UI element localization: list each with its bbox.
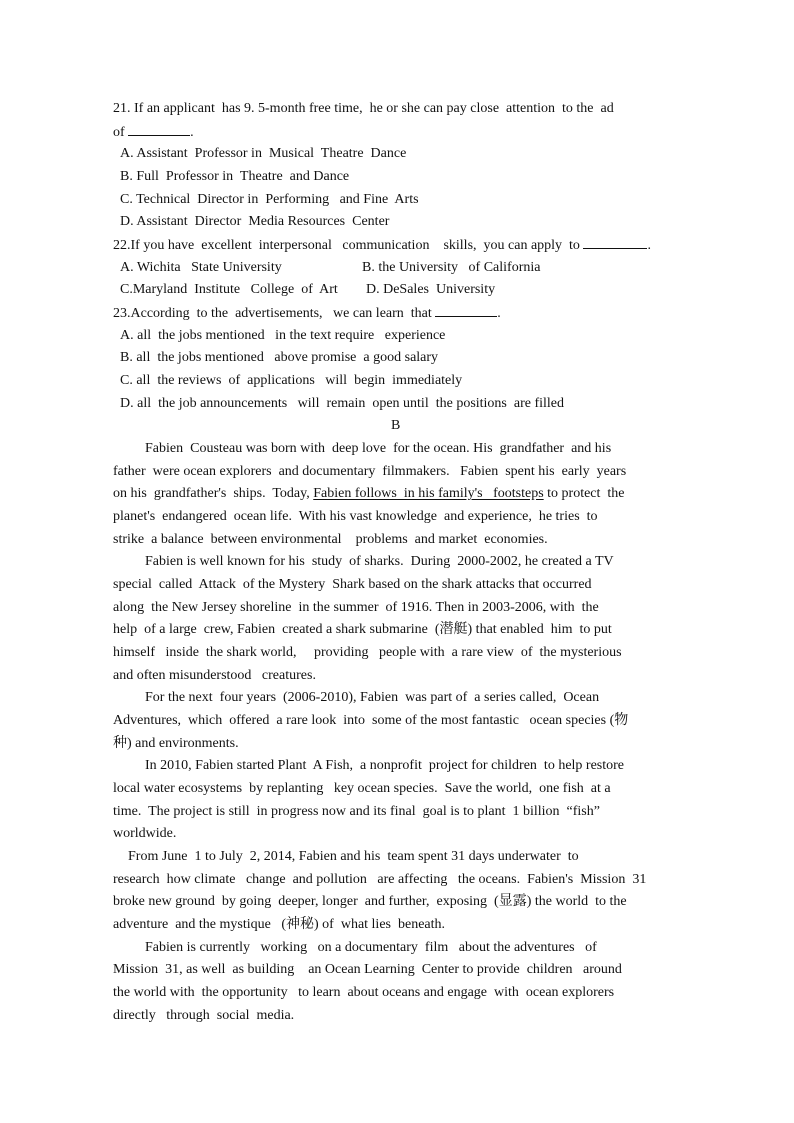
q21-stem-line2: of . [113,125,194,140]
p2-line1: Fabien is well known for his study of sharks. During 2000-2002, he created a TV [145,554,614,569]
q22-stem-text: 22.If you have excellent interpersonal communication skills, you can apply to [113,238,580,253]
p1-line3-pre: on his grandfather's ships. Today, [113,486,314,501]
p5-line4: adventure and the mystique (神秘) of what lies beneath. [113,917,446,932]
p2-line4: help of a large crew, Fabien created a shark submarine (潜艇) that enabled him to put [113,622,612,637]
q22-answer-blank [583,236,647,249]
p5-line3: broke new ground by going deeper, longer and further, exposing (显露) the world to the [113,894,627,909]
q23-stem: 23.According to the advertisements, we can learn that . [113,306,501,321]
q21-answer-blank [128,123,190,136]
p1-line1: Fabien Cousteau was born with deep love for the ocean. His grandfather and his [145,441,612,456]
p4-line1: In 2010, Fabien started Plant A Fish, a nonprofit project for children to help restore [145,758,625,773]
q23-option-b: B. all the jobs mentioned above promise a good salary [120,350,439,365]
section-label: B [391,418,401,433]
q22-option-c: C.Maryland Institute College of Art [120,282,338,297]
q22-stem: 22.If you have excellent interpersonal communication skills, you can apply to . [113,238,651,253]
p3-line1: For the next four years (2006-2010), Fabien was part of a series called, Ocean [145,690,600,705]
q21-stem-line1: 21. If an applicant has 9. 5-month free time, he or she can pay close attention to the ad [113,101,614,116]
q21-option-a: A. Assistant Professor in Musical Theatre Dance [120,146,407,161]
p6-line4: directly through social media. [113,1008,295,1023]
underlined-phrase: Fabien follows in his family's footsteps [313,486,544,501]
p2-line6: and often misunderstood creatures. [113,668,316,683]
q22-option-b: B. the University of California [362,260,541,275]
q21-option-d: D. Assistant Director Media Resources Center [120,214,390,229]
p6-line3: the world with the opportunity to learn about oceans and engage with ocean explorers [113,985,615,1000]
p3-line3: 种) and environments. [113,736,239,751]
p6-line2: Mission 31, as well as building an Ocean Learning Center to provide children around [113,962,622,977]
q23-option-d: D. all the job announcements will remain open until the positions are filled [120,396,565,411]
p2-line3: along the New Jersey shoreline in the summer of 1916. Then in 2003-2006, with the [113,600,599,615]
p2-line5: himself inside the shark world, providing people with a rare view of the mysterious [113,645,622,660]
q22-option-a: A. Wichita State University [120,260,282,275]
q21-stem-line2-text: of [113,125,125,140]
q23-option-c: C. all the reviews of applications will begin immediately [120,373,463,388]
q23-stem-text: 23.According to the advertisements, we can learn that [113,306,432,321]
p4-line4: worldwide. [113,826,177,841]
p1-line4: planet's endangered ocean life. With his vast knowledge and experience, he tries to [113,509,598,524]
p5-line1: From June 1 to July 2, 2014, Fabien and his team spent 31 days underwater to [128,849,579,864]
q23-option-a: A. all the jobs mentioned in the text require experience [120,328,446,343]
q21-option-c: C. Technical Director in Performing and Fine Arts [120,192,419,207]
p4-line2: local water ecosystems by replanting key ocean species. Save the world, one fish at a [113,781,611,796]
p3-line2: Adventures, which offered a rare look into some of the most fantastic ocean species (物 [113,713,629,728]
q23-answer-blank [435,304,497,317]
p6-line1: Fabien is currently working on a documentary film about the adventures of [145,940,597,955]
p1-line5: strike a balance between environmental problems and market economies. [113,532,548,547]
p1-line3-post: to protect the [543,486,625,501]
q22-option-d: D. DeSales University [366,282,496,297]
p2-line2: special called Attack of the Mystery Shark based on the shark attacks that occurred [113,577,592,592]
p1-line3 [113,485,625,503]
p1-line2: father were ocean explorers and documentary filmmakers. Fabien spent his early years [113,464,627,479]
p5-line2: research how climate change and pollution are affecting the oceans. Fabien's Mission 31 [113,872,647,887]
p4-line3: time. The project is still in progress now and its final goal is to plant 1 billion “fish” [113,804,600,819]
q21-option-b: B. Full Professor in Theatre and Dance [120,169,350,184]
